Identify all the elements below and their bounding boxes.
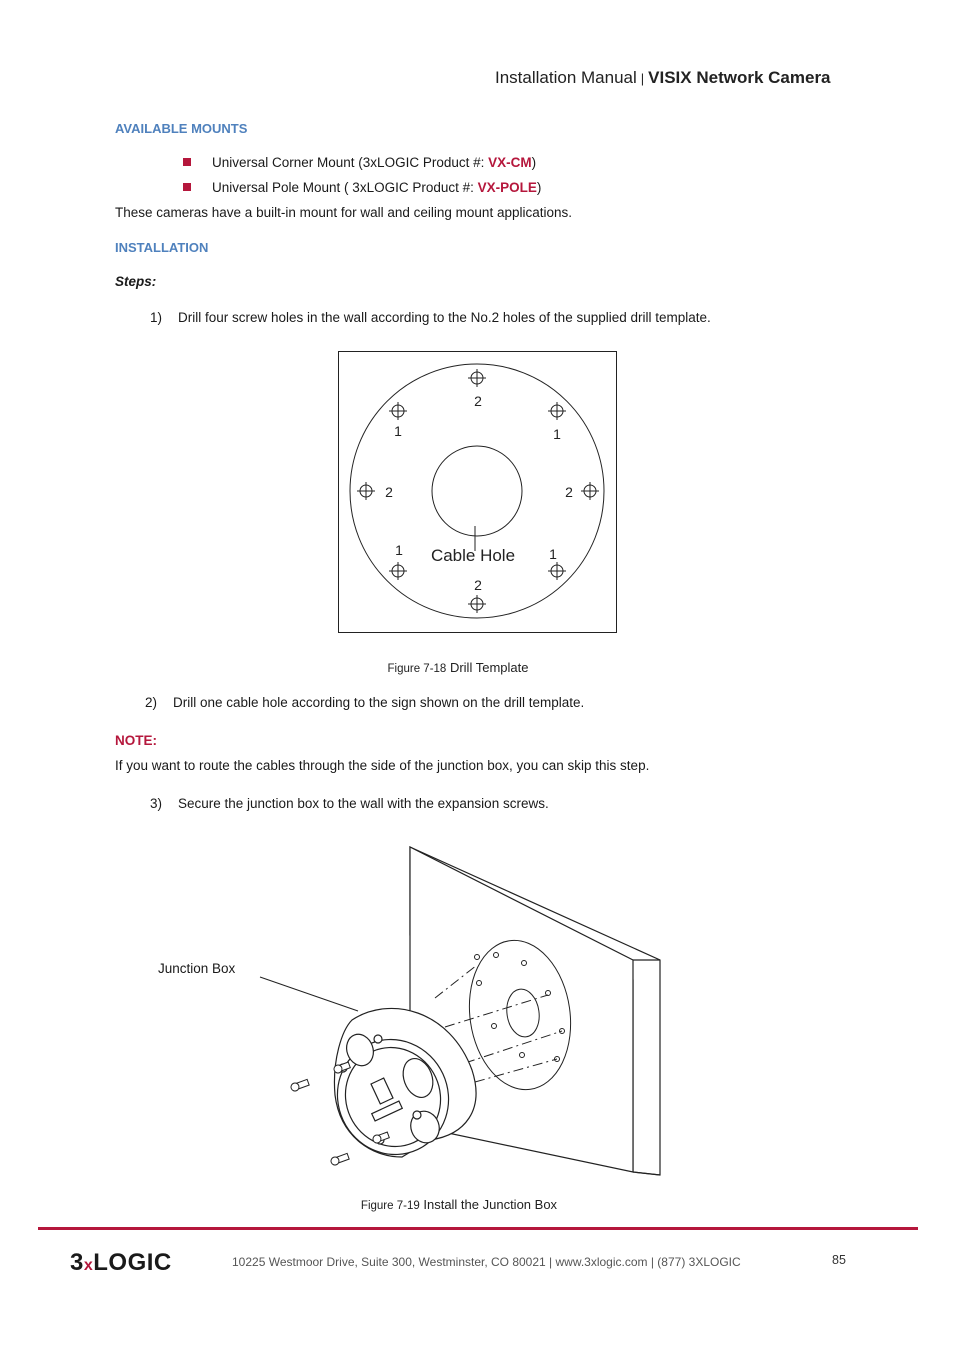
- crosshair-icon: [389, 402, 407, 420]
- steps-label: Steps:: [115, 274, 157, 289]
- bullet-square-icon: [183, 183, 191, 191]
- crosshair-icon: [389, 562, 407, 580]
- page-number: 85: [832, 1253, 846, 1267]
- label-top: 2: [474, 393, 482, 409]
- figure18-title: Drill Template: [449, 660, 529, 675]
- mount-item-pole: Universal Pole Mount ( 3xLOGIC Product #: VX-POLE): [212, 180, 542, 195]
- callout-leader: [260, 977, 358, 1011]
- product-code-vx-cm: VX-CM: [488, 155, 532, 170]
- svg-text:3xLOGIC: 3xLOGIC: [70, 1249, 172, 1274]
- crosshair-icon: [548, 402, 566, 420]
- figure19-title: Install the Junction Box: [423, 1197, 558, 1212]
- mount-note: These cameras have a built-in mount for wall and ceiling mount applications.: [115, 205, 572, 220]
- product-code-vx-pole: VX-POLE: [477, 180, 537, 195]
- step3-text: Secure the junction box to the wall with the expansion screws.: [178, 796, 549, 811]
- figure18-number: Figure 7-18: [387, 663, 447, 675]
- note-text: If you want to route the cables through the side of the junction box, you can skip this step.: [115, 758, 650, 773]
- figure18-caption: [0, 660, 916, 675]
- label-lower-left: 1: [395, 542, 403, 558]
- mount-item-corner: Universal Corner Mount (3xLOGIC Product #: VX-CM): [212, 155, 537, 170]
- company-logo: [70, 1248, 205, 1274]
- cable-hole-circle: [432, 446, 522, 536]
- footer-divider: [38, 1227, 918, 1230]
- screw-icon: [290, 1078, 310, 1092]
- document-header: [495, 68, 831, 88]
- installation-heading: INSTALLATION: [115, 240, 209, 255]
- step2-number: 2): [145, 695, 158, 710]
- note-label: NOTE:: [115, 733, 157, 748]
- footer-address: 10225 Westmoor Drive, Suite 300, Westminster, CO 80021 | www.3xlogic.com | (877) 3XLOGIC: [232, 1255, 741, 1269]
- junction-box-callout: Junction Box: [158, 961, 236, 976]
- manual-title: Installation Manual: [495, 68, 637, 87]
- drill-template-figure: [330, 345, 625, 640]
- step2-text: Drill one cable hole according to the sign shown on the drill template.: [173, 695, 585, 710]
- junction-box-figure: [250, 835, 670, 1180]
- crosshair-icon: [548, 562, 566, 580]
- label-right: 2: [565, 484, 573, 500]
- available-mounts-heading: AVAILABLE MOUNTS: [115, 121, 248, 136]
- step1-number: 1): [150, 310, 163, 325]
- crosshair-icon: [468, 369, 486, 387]
- label-lower-right: 1: [549, 546, 557, 562]
- crosshair-icon: [581, 482, 599, 500]
- figure19-number: Figure 7-19: [360, 1200, 420, 1212]
- crosshair-icon: [357, 482, 375, 500]
- step3-number: 3): [150, 796, 163, 811]
- label-upper-left: 1: [394, 423, 402, 439]
- label-bottom: 2: [474, 577, 482, 593]
- label-cable-hole: Cable Hole: [430, 546, 516, 565]
- label-upper-right: 1: [553, 426, 561, 442]
- bullet-square-icon: [183, 158, 191, 166]
- figure19-caption: [0, 1197, 918, 1212]
- crosshair-icon: [468, 595, 486, 613]
- header-separator: |: [640, 71, 645, 86]
- label-left: 2: [385, 484, 393, 500]
- step1-text: Drill four screw holes in the wall according to the No.2 holes of the supplied drill template.: [178, 310, 711, 325]
- screw-icon: [330, 1152, 350, 1166]
- product-title: VISIX Network Camera: [648, 68, 831, 87]
